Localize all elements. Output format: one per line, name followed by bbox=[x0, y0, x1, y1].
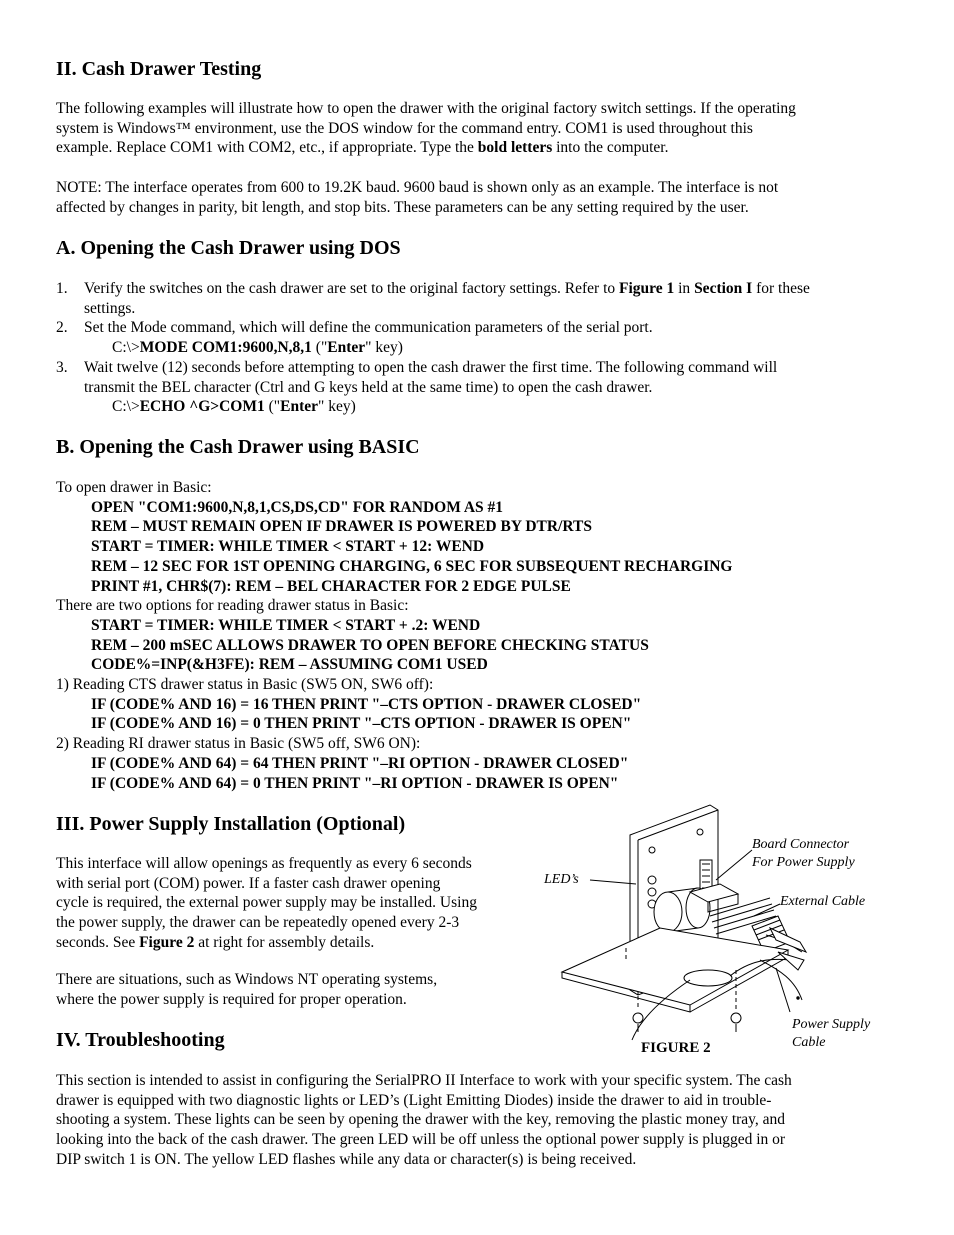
bold-text: Enter bbox=[327, 339, 366, 357]
list-item-text bbox=[84, 358, 810, 417]
text-run: seconds. See bbox=[56, 933, 140, 951]
text-line bbox=[84, 318, 810, 338]
text-run: This section is intended to assist in configuring the SerialPRO II Interface to work with your specific system. The cash bbox=[56, 1072, 792, 1089]
code-line: IF (CODE% AND 16) = 16 THEN PRINT "–CTS OPTION - DRAWER CLOSED" bbox=[91, 695, 642, 713]
label-external-cable: External Cable bbox=[780, 894, 866, 909]
bold-text: Figure 2 bbox=[139, 933, 195, 951]
text-run: NOTE: The interface operates from 600 to 19.2K baud. 9600 baud is shown only as an example. The interface is not bbox=[56, 179, 779, 196]
power-supply-paragraph-1 bbox=[56, 854, 477, 953]
bold-text: MODE COM1:9600,N,8,1 bbox=[139, 339, 312, 357]
list-item bbox=[56, 318, 810, 357]
code-line: REM – MUST REMAIN OPEN IF DRAWER IS POWERED BY DTR/RTS bbox=[91, 518, 592, 536]
text-line bbox=[56, 933, 477, 953]
text-line: There are two options for reading drawer status in Basic: bbox=[56, 597, 409, 615]
text-run: Wait twelve (12) seconds before attempting to open the cash drawer the first time. The following command will bbox=[84, 358, 778, 376]
text-line bbox=[84, 397, 810, 417]
text-line bbox=[56, 893, 477, 913]
text-run: example. Replace COM1 with COM2, etc., if appropriate. Type the bbox=[56, 139, 478, 157]
text-line bbox=[56, 1071, 792, 1091]
text-line: 1) Reading CTS drawer status in Basic (SW5 ON, SW6 off): bbox=[56, 676, 434, 694]
code-line: IF (CODE% AND 64) = 64 THEN PRINT "–RI OPTION - DRAWER CLOSED" bbox=[91, 754, 629, 772]
list-number: 2. bbox=[56, 319, 68, 337]
text-line bbox=[56, 198, 778, 218]
bold-text: Figure 1 bbox=[619, 280, 675, 297]
code-line: IF (CODE% AND 64) = 0 THEN PRINT "–RI OPTION - DRAWER IS OPEN" bbox=[91, 774, 619, 792]
code-line: IF (CODE% AND 16) = 0 THEN PRINT "–CTS OPTION - DRAWER IS OPEN" bbox=[91, 715, 632, 733]
text-run: C:\> bbox=[112, 339, 140, 357]
text-run: C:\> bbox=[112, 398, 140, 416]
section-heading-power-supply: III. Power Supply Installation (Optional) bbox=[56, 813, 406, 835]
text-run: cycle is required, the external power supply may be installed. Using bbox=[56, 894, 477, 912]
bold-text: Enter bbox=[280, 398, 319, 416]
text-line bbox=[56, 1091, 792, 1111]
code-line: PRINT #1, CHR$(7): REM – BEL CHARACTER FOR 2 EDGE PULSE bbox=[91, 577, 571, 595]
text-line: To open drawer in Basic: bbox=[56, 479, 212, 496]
text-run: with serial port (COM) power. If a faster cash drawer opening bbox=[56, 874, 441, 892]
text-run: Set the Mode command, which will define the communication parameters of the serial port. bbox=[84, 319, 653, 337]
text-run: " key) bbox=[365, 339, 403, 357]
text-run: Verify the switches on the cash drawer are set to the original factory settings. Refer to bbox=[84, 280, 619, 297]
text-run: DIP switch 1 is ON. The yellow LED flashes while any data or character(s) is being received. bbox=[56, 1150, 637, 1168]
text-line bbox=[56, 970, 437, 990]
code-line: START = TIMER: WHILE TIMER < START + .2: WEND bbox=[91, 616, 481, 634]
text-line bbox=[56, 913, 477, 933]
label-leds: LED’s bbox=[544, 872, 579, 887]
section-heading-troubleshooting: IV. Troubleshooting bbox=[56, 1029, 225, 1051]
text-run: settings. bbox=[84, 299, 136, 317]
list-item-text bbox=[84, 279, 810, 318]
label-board-connector: Board Connector For Power Supply bbox=[752, 837, 855, 870]
troubleshooting-paragraph bbox=[56, 1071, 792, 1170]
list-item-text bbox=[84, 318, 810, 357]
code-line: CODE%=INP(&H3FE): REM – ASSUMING COM1 USED bbox=[91, 656, 488, 674]
text-line bbox=[56, 854, 477, 874]
bold-text: bold letters bbox=[477, 139, 553, 157]
text-line bbox=[84, 299, 810, 319]
list-number: 1. bbox=[56, 280, 68, 297]
text-run: This interface will allow openings as frequently as every 6 seconds bbox=[56, 855, 472, 872]
code-line: START = TIMER: WHILE TIMER < START + 12: WEND bbox=[91, 538, 485, 556]
text-line bbox=[56, 99, 796, 119]
text-run: in bbox=[674, 280, 695, 297]
text-run: for these bbox=[752, 280, 810, 297]
bold-text: ECHO ^G>COM1 bbox=[139, 398, 265, 416]
text-line bbox=[56, 1150, 792, 1170]
text-run: at right for assembly details. bbox=[194, 933, 375, 951]
text-line bbox=[84, 338, 810, 358]
section-heading-basic: B. Opening the Cash Drawer using BASIC bbox=[56, 436, 420, 458]
text-line bbox=[56, 990, 437, 1010]
list-item bbox=[56, 279, 810, 318]
label-power-supply-cable: Power Supply Cable bbox=[792, 1017, 871, 1050]
text-line bbox=[56, 138, 796, 158]
text-line bbox=[56, 874, 477, 894]
text-run: shooting a system. These lights can be seen by opening the drawer with the key, removing the plastic money tray, and bbox=[56, 1111, 786, 1129]
list-number: 3. bbox=[56, 358, 68, 376]
text-run: " key) bbox=[318, 398, 356, 416]
bold-text: Section I bbox=[694, 280, 753, 297]
text-line bbox=[56, 178, 778, 198]
power-supply-paragraph-2 bbox=[56, 970, 437, 1009]
text-run: system is Windows™ environment, use the DOS window for the command entry. COM1 is used throughout this bbox=[56, 119, 753, 137]
text-run: There are situations, such as Windows NT operating systems, bbox=[56, 971, 438, 988]
text-line: 2) Reading RI drawer status in Basic (SW5 off, SW6 ON): bbox=[56, 735, 421, 753]
text-line bbox=[84, 358, 810, 378]
text-run: (" bbox=[264, 398, 281, 416]
text-line bbox=[56, 1130, 792, 1150]
text-line bbox=[56, 119, 796, 139]
code-line: REM – 200 mSEC ALLOWS DRAWER TO OPEN BEFORE CHECKING STATUS bbox=[91, 636, 649, 654]
section-heading-dos: A. Opening the Cash Drawer using DOS bbox=[56, 237, 401, 259]
note-paragraph bbox=[56, 178, 778, 217]
text-line bbox=[56, 1110, 792, 1130]
list-item bbox=[56, 358, 810, 417]
text-run: the power supply, the drawer can be repeatedly opened every 2-3 bbox=[56, 914, 460, 932]
text-run: into the computer. bbox=[552, 139, 669, 157]
text-run: where the power supply is required for proper operation. bbox=[56, 990, 407, 1008]
text-run: looking into the back of the cash drawer. The green LED will be off unless the optional power supply is plugged in or bbox=[56, 1131, 786, 1149]
code-line: REM – 12 SEC FOR 1ST OPENING CHARGING, 6 SEC FOR SUBSEQUENT RECHARGING bbox=[91, 557, 733, 575]
section-heading-cash-drawer-testing: II. Cash Drawer Testing bbox=[56, 58, 262, 80]
dos-steps-list bbox=[56, 279, 810, 417]
text-run: The following examples will illustrate how to open the drawer with the original factory switch settings. If the operating bbox=[56, 100, 796, 117]
intro-paragraph bbox=[56, 99, 796, 158]
text-run: affected by changes in parity, bit length, and stop bits. These parameters can be any setting required by the user. bbox=[56, 198, 749, 216]
code-line: OPEN "COM1:9600,N,8,1,CS,DS,CD" FOR RANDOM AS #1 bbox=[91, 498, 504, 516]
basic-code-block bbox=[56, 478, 732, 793]
text-run: (" bbox=[311, 339, 328, 357]
figure-caption: FIGURE 2 bbox=[641, 1040, 711, 1056]
text-line bbox=[84, 378, 810, 398]
text-run: transmit the BEL character (Ctrl and G keys held at the same time) to open the cash drawer. bbox=[84, 378, 653, 396]
text-line bbox=[84, 279, 810, 299]
text-run: drawer is equipped with two diagnostic lights or LED’s (Light Emitting Diodes) inside the drawer to aid in trouble- bbox=[56, 1091, 772, 1109]
